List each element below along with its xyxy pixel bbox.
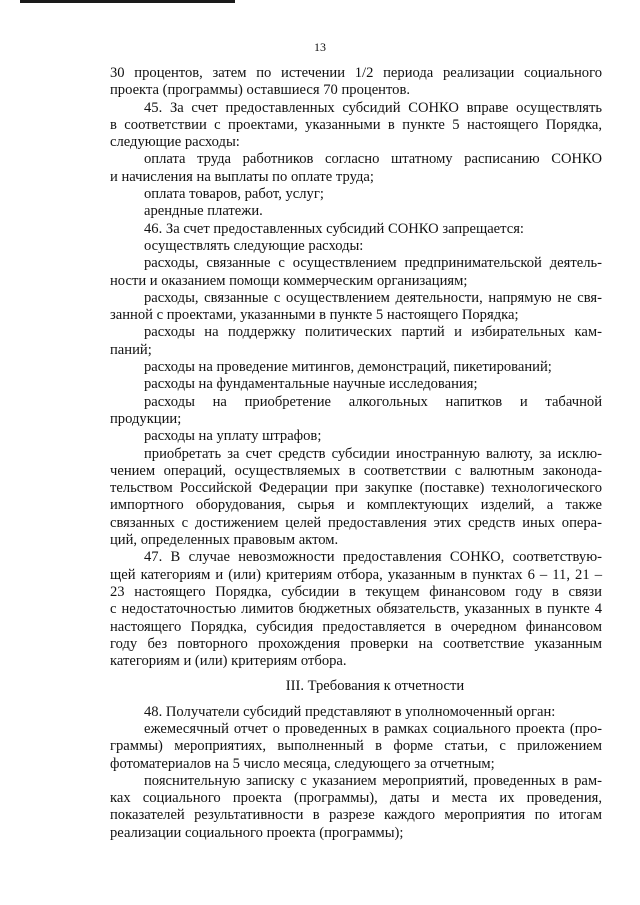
text-line: щей категориям и (или) критериям отбора, указанным в пунктах 6 – 11, 21 – [110, 566, 602, 583]
page-number: 13 [314, 40, 326, 54]
text-line: настоящего Порядка, субсидия предоставляется в очередном финансовом [110, 618, 602, 635]
text-line: ках социального проекта (программы), даты и места их проведения, [110, 790, 602, 807]
text-line: году без повторного прохождения проверки на соответствие указанным [110, 635, 602, 652]
text-line: расходы на поддержку политических партий и избирательных кам- [144, 324, 602, 341]
text-line: продукции; [110, 410, 182, 427]
text-block-before-heading [110, 65, 602, 670]
text-line: расходы на фундаментальные научные исследования; [144, 376, 478, 393]
text-line: ций, определенных правовым актом. [110, 532, 339, 549]
text-line: расходы, связанные с осуществлением деятельности, напрямую не свя- [144, 289, 602, 306]
text-line: паний; [110, 341, 152, 358]
text-line: оплата труда работников согласно штатному расписанию СОНКО [144, 151, 602, 168]
text-line: 46. За счет предоставленных субсидий СОНКО запрещается: [144, 220, 524, 237]
text-line: проекта (программы) оставшиеся 70 процентов. [110, 82, 410, 99]
text-line: показателей результативности в разрезе каждого мероприятия по итогам [110, 807, 602, 824]
text-line: чением операций, осуществляемых в соответствии с валютным законода- [110, 462, 602, 479]
text-line: 48. Получатели субсидий представляют в уполномоченный орган: [144, 703, 556, 720]
text-line: приобретать за счет средств субсидии иностранную валюту, за исклю- [144, 445, 602, 462]
text-line: в соответствии с проектами, указанными в пункте 5 настоящего Порядка, [110, 116, 602, 133]
text-line: категориям и (или) критериям отбора. [110, 653, 347, 670]
text-block-after-heading [110, 704, 602, 842]
text-line: расходы на уплату штрафов; [144, 428, 322, 445]
section-heading: III. Требования к отчетности [285, 678, 465, 695]
text-line: 23 настоящего Порядка, субсидии в текущем финансовом году в связи [110, 583, 602, 600]
text-line: 30 процентов, затем по истечении 1/2 периода реализации социального [110, 65, 602, 81]
text-line: ежемесячный отчет о проведенных в рамках социального проекта (про- [144, 720, 602, 737]
text-line: арендные платежи. [144, 203, 263, 220]
text-line: и начисления на выплаты по оплате труда; [110, 168, 374, 185]
text-line: реализации социального проекта (программы); [110, 824, 404, 841]
text-line: с недостаточностью лимитов бюджетных обязательств, указанных в пункте 4 [110, 601, 602, 618]
text-line: импортного оборудования, сырья и комплектующих изделий, а также [110, 497, 602, 514]
text-line: расходы на приобретение алкогольных напитков и табачной [144, 393, 602, 410]
text-line: расходы, связанные с осуществлением предпринимательской деятель- [144, 255, 602, 272]
top-rule [20, 0, 235, 3]
text-line: 47. В случае невозможности предоставления СОНКО, соответствую- [144, 549, 602, 566]
text-line: связанных с достижением целей предоставления этих средств иных опера- [110, 514, 602, 531]
text-line: граммы) мероприятиях, выполненный в форме статьи, с приложением [110, 738, 602, 755]
text-line: пояснительную записку с указанием мероприятий, проведенных в рам- [144, 772, 602, 789]
text-line: ности и оказанием помощи коммерческим организациям; [110, 272, 468, 289]
text-line: 45. За счет предоставленных субсидий СОНКО вправе осуществлять [144, 99, 602, 116]
text-line: фотоматериалов на 5 число месяца, следующего за отчетным; [110, 755, 495, 772]
text-line: расходы на проведение митингов, демонстраций, пикетирований; [144, 359, 552, 376]
text-line: тельством Российской Федерации при закупке (поставке) технологического [110, 480, 602, 497]
text-line: оплата товаров, работ, услуг; [144, 186, 324, 203]
text-line: осуществлять следующие расходы: [144, 237, 364, 254]
text-line: следующие расходы: [110, 134, 240, 151]
text-line: занной с проектами, указанными в пункте 5 настоящего Порядка; [110, 307, 519, 324]
document-body [110, 65, 602, 842]
